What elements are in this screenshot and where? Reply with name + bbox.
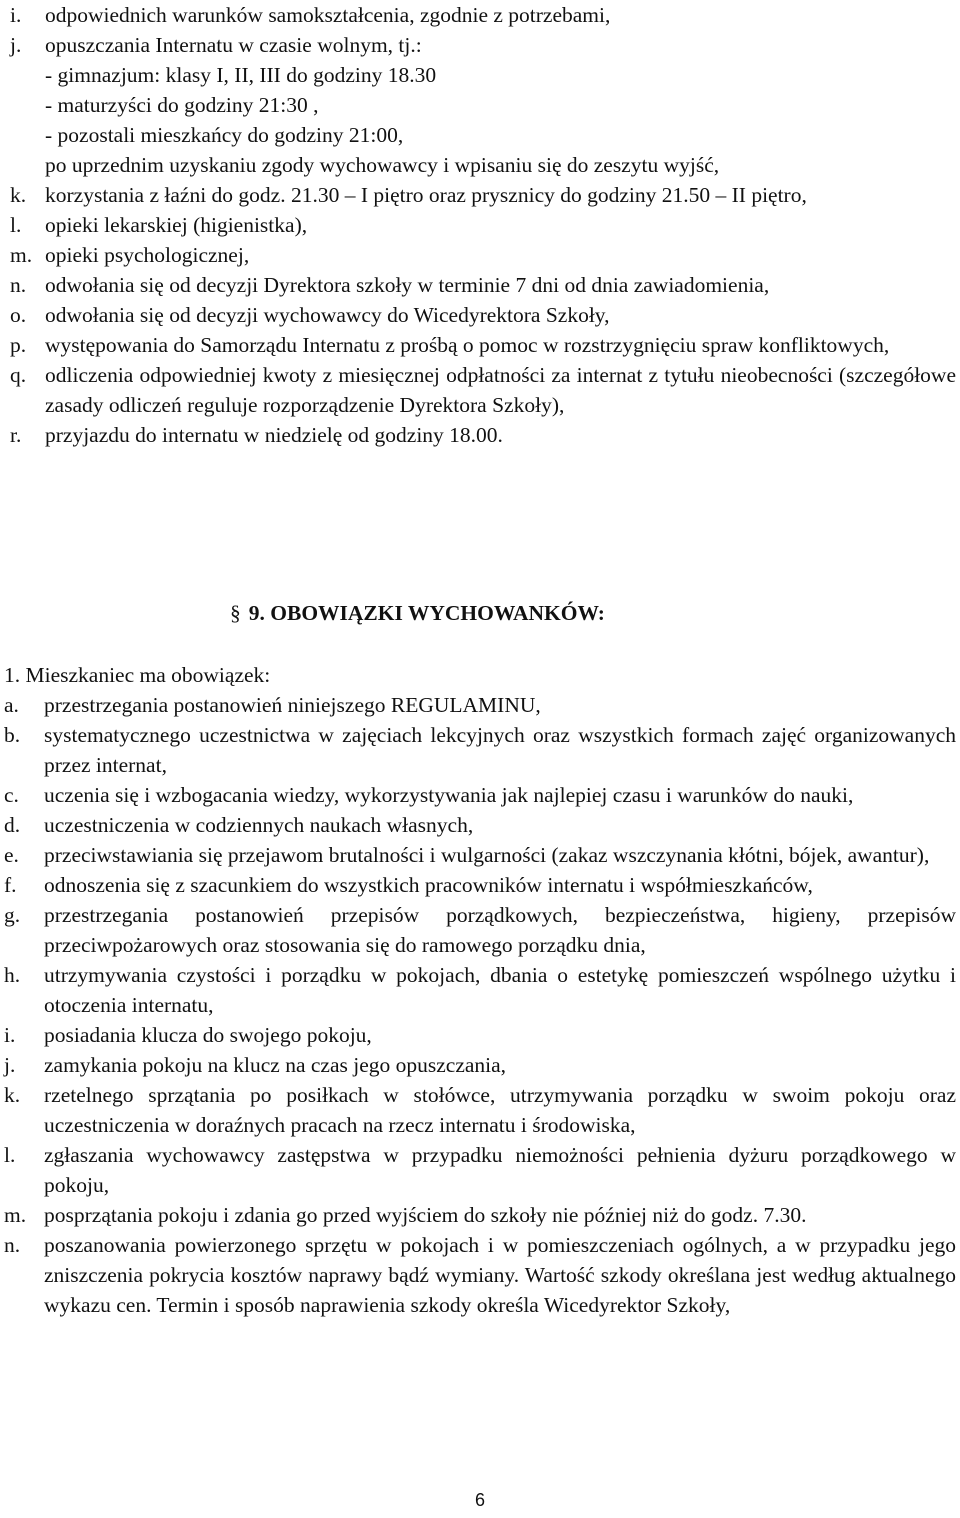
list-item-marker: d. bbox=[4, 813, 21, 837]
duties-list bbox=[0, 690, 960, 1320]
list-item bbox=[0, 330, 960, 360]
section-title: 9. OBOWIĄZKI WYCHOWANKÓW: bbox=[248, 601, 605, 625]
list-item-text: opieki lekarskiej (higienistka), bbox=[45, 213, 308, 237]
list-item-marker: k. bbox=[10, 183, 27, 207]
list-item-marker: m. bbox=[10, 243, 33, 267]
list-item bbox=[0, 1080, 960, 1140]
list-item-marker: q. bbox=[10, 363, 27, 387]
list-item-text: poszanowania powierzonego sprzętu w pokojach i w pomieszczeniach ogólnych, a w przypadku jego zniszczenia pokrycia kosztów naprawy bądź wymiany. Wartość szkody określana jest według aktualnego wykazu cen. Termin i sposób naprawienia szkody określa Wicedyrektor Szkoły, bbox=[44, 1233, 956, 1317]
list-item bbox=[0, 900, 960, 960]
list-item-text: posiadania klucza do swojego pokoju, bbox=[44, 1023, 372, 1047]
list-item-text: - maturzyści do godziny 21:30 , bbox=[45, 93, 319, 117]
rights-list bbox=[0, 0, 960, 450]
list-item bbox=[0, 780, 960, 810]
list-item-text: odwołania się od decyzji wychowawcy do Wicedyrektora Szkoły, bbox=[45, 303, 610, 327]
list-item bbox=[0, 1140, 960, 1200]
list-item-marker: i. bbox=[4, 1023, 16, 1047]
list-item bbox=[0, 30, 960, 60]
list-item-text: uczenia się i wzbogacania wiedzy, wykorzystywania jak najlepiej czasu i warunków do nauki, bbox=[44, 783, 854, 807]
list-item-text: utrzymywania czystości i porządku w pokojach, dbania o estetykę pomieszczeń wspólnego użytku i otoczenia internatu, bbox=[44, 963, 956, 1017]
list-item bbox=[0, 180, 960, 210]
list-item-text: - gimnazjum: klasy I, II, III do godziny 18.30 bbox=[45, 63, 437, 87]
list-item-marker: j. bbox=[4, 1053, 16, 1077]
list-item-marker: e. bbox=[4, 843, 19, 867]
list-item bbox=[0, 810, 960, 840]
list-item-text: po uprzednim uzyskaniu zgody wychowawcy i wpisaniu się do zeszytu wyjść, bbox=[45, 153, 720, 177]
list-item bbox=[0, 90, 960, 120]
list-item-marker: k. bbox=[4, 1083, 21, 1107]
list-item bbox=[0, 1230, 960, 1320]
list-item-text: rzetelnego sprzątania po posiłkach w stołówce, utrzymywania porządku w swoim pokoju oraz uczestniczenia w doraźnych pracach na rzecz internatu i środowiska, bbox=[44, 1083, 956, 1137]
list-item bbox=[0, 300, 960, 330]
list-item-marker: o. bbox=[10, 303, 27, 327]
list-item-marker: m. bbox=[4, 1203, 27, 1227]
list-item-text: uczestniczenia w codziennych naukach własnych, bbox=[44, 813, 474, 837]
list-item-text: opuszczania Internatu w czasie wolnym, tj.: bbox=[45, 33, 422, 57]
list-item bbox=[0, 270, 960, 300]
duties-intro: 1. Mieszkaniec ma obowiązek: bbox=[4, 663, 271, 687]
list-item bbox=[0, 420, 960, 450]
list-item bbox=[0, 1200, 960, 1230]
list-item bbox=[0, 0, 960, 30]
list-item-marker: f. bbox=[4, 873, 17, 897]
list-item-text: przyjazdu do internatu w niedzielę od godziny 18.00. bbox=[45, 423, 503, 447]
list-item bbox=[0, 690, 960, 720]
list-item-text: opieki psychologicznej, bbox=[45, 243, 250, 267]
list-item bbox=[0, 360, 960, 420]
list-item bbox=[0, 720, 960, 780]
page-number: 6 bbox=[474, 1490, 485, 1510]
list-item-text: odpowiednich warunków samokształcenia, zgodnie z potrzebami, bbox=[45, 3, 611, 27]
list-item-text: przeciwstawiania się przejawom brutalności i wulgarności (zakaz wszczynania kłótni, bójek, awantur), bbox=[44, 843, 930, 867]
list-item bbox=[0, 870, 960, 900]
list-item-text: zamykania pokoju na klucz na czas jego opuszczania, bbox=[44, 1053, 507, 1077]
list-item-text: przestrzegania postanowień przepisów porządkowych, bezpieczeństwa, higieny, przepisów przeciwpożarowych oraz stosowania się do ramowego porządku dnia, bbox=[44, 903, 956, 957]
list-item bbox=[0, 1020, 960, 1050]
list-item bbox=[0, 150, 960, 180]
list-item bbox=[0, 840, 960, 870]
list-item bbox=[0, 240, 960, 270]
list-item-text: odwołania się od decyzji Dyrektora szkoły w terminie 7 dni od dnia zawiadomienia, bbox=[45, 273, 770, 297]
list-item-text: posprzątania pokoju i zdania go przed wyjściem do szkoły nie później niż do godz. 7.30. bbox=[44, 1203, 807, 1227]
list-item-text: systematycznego uczestnictwa w zajęciach lekcyjnych oraz wszystkich formach zajęć organizowanych przez internat, bbox=[44, 723, 956, 777]
list-item-marker: p. bbox=[10, 333, 27, 357]
list-item-text: - pozostali mieszkańcy do godziny 21:00, bbox=[45, 123, 404, 147]
list-item-text: występowania do Samorządu Internatu z prośbą o pomoc w rozstrzygnięciu spraw konfliktowych, bbox=[45, 333, 890, 357]
list-item-marker: n. bbox=[10, 273, 27, 297]
list-item-text: przestrzegania postanowień niniejszego REGULAMINU, bbox=[44, 693, 541, 717]
list-item-text: korzystania z łaźni do godz. 21.30 – I piętro oraz prysznicy do godziny 21.50 – II piętro, bbox=[45, 183, 807, 207]
list-item-marker bbox=[0, 150, 45, 180]
list-item-marker bbox=[0, 60, 45, 90]
list-item bbox=[0, 960, 960, 1020]
list-item-marker: l. bbox=[10, 213, 22, 237]
list-item bbox=[0, 60, 960, 90]
section-heading bbox=[230, 598, 605, 628]
list-item bbox=[0, 210, 960, 240]
list-item-marker: c. bbox=[4, 783, 19, 807]
list-item-marker: h. bbox=[4, 963, 21, 987]
list-item bbox=[0, 1050, 960, 1080]
list-item-marker bbox=[0, 120, 45, 150]
list-item-text: odnoszenia się z szacunkiem do wszystkich pracowników internatu i współmieszkańców, bbox=[44, 873, 813, 897]
list-item-marker: r. bbox=[10, 423, 22, 447]
section-symbol: § bbox=[230, 601, 241, 625]
list-item-marker bbox=[0, 90, 45, 120]
list-item-marker: g. bbox=[4, 903, 21, 927]
list-item-marker: l. bbox=[4, 1143, 16, 1167]
list-item-text: zgłaszania wychowawcy zastępstwa w przypadku niemożności pełnienia dyżuru porządkowego w pokoju, bbox=[44, 1143, 956, 1197]
list-item-marker: a. bbox=[4, 693, 19, 717]
list-item-text: odliczenia odpowiedniej kwoty z miesięcznej odpłatności za internat z tytułu nieobecności (szczegółowe zasady odliczeń reguluje rozporządzenie Dyrektora Szkoły), bbox=[45, 363, 956, 417]
list-item-marker: j. bbox=[10, 33, 22, 57]
list-item-marker: n. bbox=[4, 1233, 21, 1257]
list-item bbox=[0, 120, 960, 150]
list-item-marker: i. bbox=[10, 3, 22, 27]
list-item-marker: b. bbox=[4, 723, 21, 747]
